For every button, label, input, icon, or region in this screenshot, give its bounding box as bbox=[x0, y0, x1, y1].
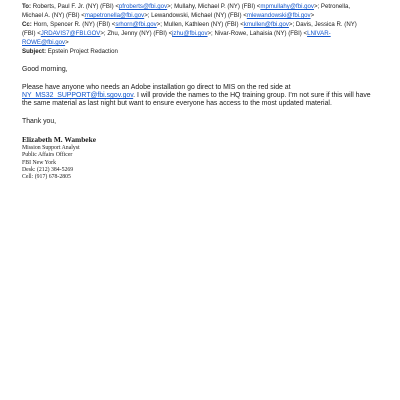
email-link[interactable]: LNIVAR- bbox=[307, 30, 331, 37]
support-email-link[interactable]: NY_MS32_SUPPORT@fbi.sgov.gov bbox=[22, 92, 134, 99]
to-recipient-text: Roberts, Paul F. Jr. (NY) (FBI) < bbox=[32, 3, 119, 10]
signature-name: Elizabeth M. Wambeke bbox=[22, 135, 96, 144]
signature-block bbox=[22, 135, 382, 181]
to-recipient-text: > bbox=[310, 12, 315, 19]
cc-label: Cc: bbox=[22, 21, 32, 28]
signature-desk-phone: Desk: (212) 384-5269 bbox=[22, 166, 74, 173]
to-recipient-text: Michael A. (NY) (FBI) < bbox=[22, 12, 85, 19]
signature-title: Mission Support Analyst bbox=[22, 145, 80, 151]
signature-office: Public Affairs Officer bbox=[22, 152, 73, 159]
body-paragraph bbox=[22, 84, 382, 108]
email-body bbox=[22, 66, 382, 126]
cc-recipient-text: > bbox=[65, 39, 69, 46]
subject-line bbox=[22, 47, 382, 56]
cc-recipient-text: >; Mullen, Kathleen (NY) (FBI) < bbox=[156, 21, 244, 28]
to-recipient-text: >; Mullahy, Michael P. (NY) (FBI) < bbox=[167, 3, 261, 10]
email-link[interactable]: JRDAVIS7@FBI.GOV bbox=[40, 30, 101, 37]
subject-text: Epstein Project Redaction bbox=[47, 48, 118, 55]
greeting: Good morning, bbox=[22, 66, 68, 73]
body-text: Please have anyone who needs an Adobe installation go direct to MIS on the red side at bbox=[22, 84, 291, 91]
to-line bbox=[22, 2, 382, 20]
email-link[interactable]: srhorn@fbi.gov bbox=[115, 21, 157, 28]
signature-location: FBI New York bbox=[22, 159, 56, 166]
cc-recipient-text: (FBI) < bbox=[22, 30, 41, 37]
email-link[interactable]: mpmullahy@fbi.gov bbox=[260, 3, 314, 10]
cc-line bbox=[22, 20, 382, 47]
signature-cell-phone: Cell: (917) 678-2805 bbox=[22, 174, 71, 181]
email-link[interactable]: kmullen@fbi.gov bbox=[243, 21, 289, 28]
email-document bbox=[22, 0, 382, 181]
email-header bbox=[22, 2, 382, 56]
email-link[interactable]: mapetronella@fbi.gov bbox=[84, 12, 145, 19]
cc-recipient-text: Horn, Spencer R. (NY) (FBI) < bbox=[33, 21, 116, 28]
cc-recipient-text: >; Davis, Jessica R. (NY) bbox=[288, 21, 357, 28]
body-text: . I will provide the names to the HQ training group. I’m not sure if this will have the same material as last night but want to ensure everyone has access to the most updated material. bbox=[22, 92, 371, 107]
cc-recipient-text: >; Zhu, Jenny (NY) (FBI) < bbox=[100, 30, 173, 37]
email-link[interactable]: mlewandowski@fbi.gov bbox=[246, 12, 311, 19]
email-link[interactable]: pfroberts@fbi.gov bbox=[118, 3, 168, 10]
closing: Thank you, bbox=[22, 118, 57, 125]
subject-label: Subject: bbox=[22, 48, 47, 55]
email-link[interactable]: jzhu@fbi.gov bbox=[172, 30, 208, 37]
email-link[interactable]: ROWE@fbi.gov bbox=[22, 39, 66, 46]
to-recipient-text: >; Petronella, bbox=[313, 3, 351, 10]
cc-recipient-text: >; Nivar-Rowe, Lahaisia (NY) (FBI) < bbox=[207, 30, 308, 37]
to-label: To: bbox=[22, 3, 32, 10]
to-recipient-text: >; Lewandowski, Michael (NY) (FBI) < bbox=[144, 12, 247, 19]
